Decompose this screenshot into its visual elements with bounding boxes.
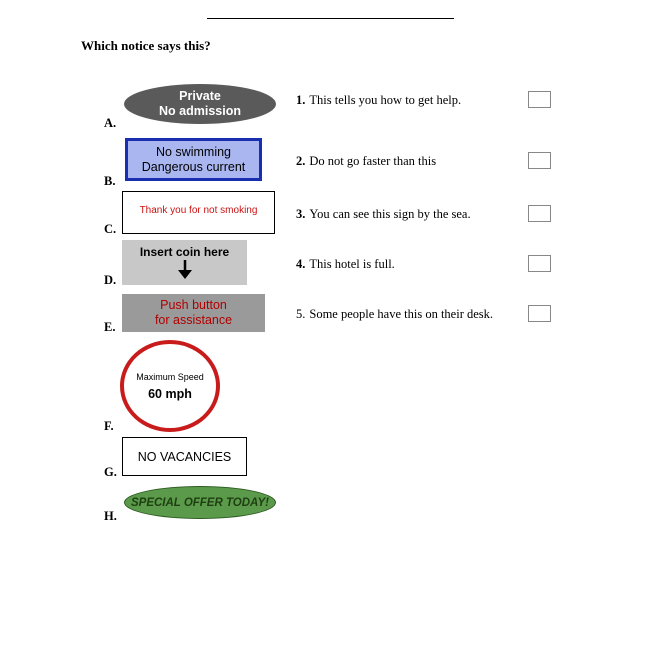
sign-b-letter: B. [104,174,116,188]
sign-e-push-button [122,294,265,332]
question-3-number: 3. [296,207,306,221]
sign-e-line-2: for assistance [154,313,233,327]
answer-box-4[interactable] [528,255,551,272]
sign-c-no-smoking [122,191,275,234]
sign-a-line-2: No admission [159,104,241,118]
answer-box-2[interactable] [528,152,551,169]
top-rule [207,18,454,19]
question-2-number: 2. [296,154,306,168]
sign-b-line-2: Dangerous current [141,159,246,174]
sign-h-letter: H. [104,509,117,523]
answer-box-3[interactable] [528,205,551,222]
question-4 [296,257,395,272]
sign-g-line-1: NO VACANCIES [137,450,232,464]
sign-c-letter: C. [104,222,117,236]
sign-e-line-1: Push button [160,298,227,312]
question-3 [296,207,471,222]
sign-d-insert-coin [122,240,247,285]
question-5 [296,307,493,322]
sign-f-line-2: 60 mph [148,386,192,401]
sign-b-line-1: No swimming [155,144,231,159]
question-4-number: 4. [296,257,306,271]
sign-a-line-1: Private [179,89,221,103]
sign-c-line-1: Thank you for not smoking [139,205,258,216]
sign-a-letter: A. [104,116,117,130]
question-2 [296,154,436,169]
sign-a-private [124,84,276,124]
answer-box-1[interactable] [528,91,551,108]
sign-e-letter: E. [104,320,116,334]
sign-d-letter: D. [104,273,117,287]
question-heading: Which notice says this? [81,38,211,53]
question-1-number: 1. [296,93,306,107]
sign-b-no-swimming [125,138,262,181]
question-2-text: Do not go faster than this [309,154,437,168]
question-5-text: Some people have this on their desk. [309,307,494,321]
answer-box-5[interactable] [528,305,551,322]
sign-h-special-offer [124,486,276,519]
sign-g-letter: G. [104,465,117,479]
sign-d-line-1: Insert coin here [139,245,230,259]
sign-f-speed-limit [120,340,220,432]
down-arrow-icon [177,260,193,280]
question-5-number: 5. [296,307,306,321]
question-4-text: This hotel is full. [309,257,395,271]
sign-f-letter: F. [104,419,114,433]
question-1-text: This tells you how to get help. [309,93,462,107]
sign-f-line-1: Maximum Speed [136,371,204,382]
question-3-text: You can see this sign by the sea. [309,207,471,221]
sign-h-line-1: SPECIAL OFFER TODAY! [130,496,269,509]
sign-g-no-vacancies [122,437,247,476]
question-1 [296,93,461,108]
